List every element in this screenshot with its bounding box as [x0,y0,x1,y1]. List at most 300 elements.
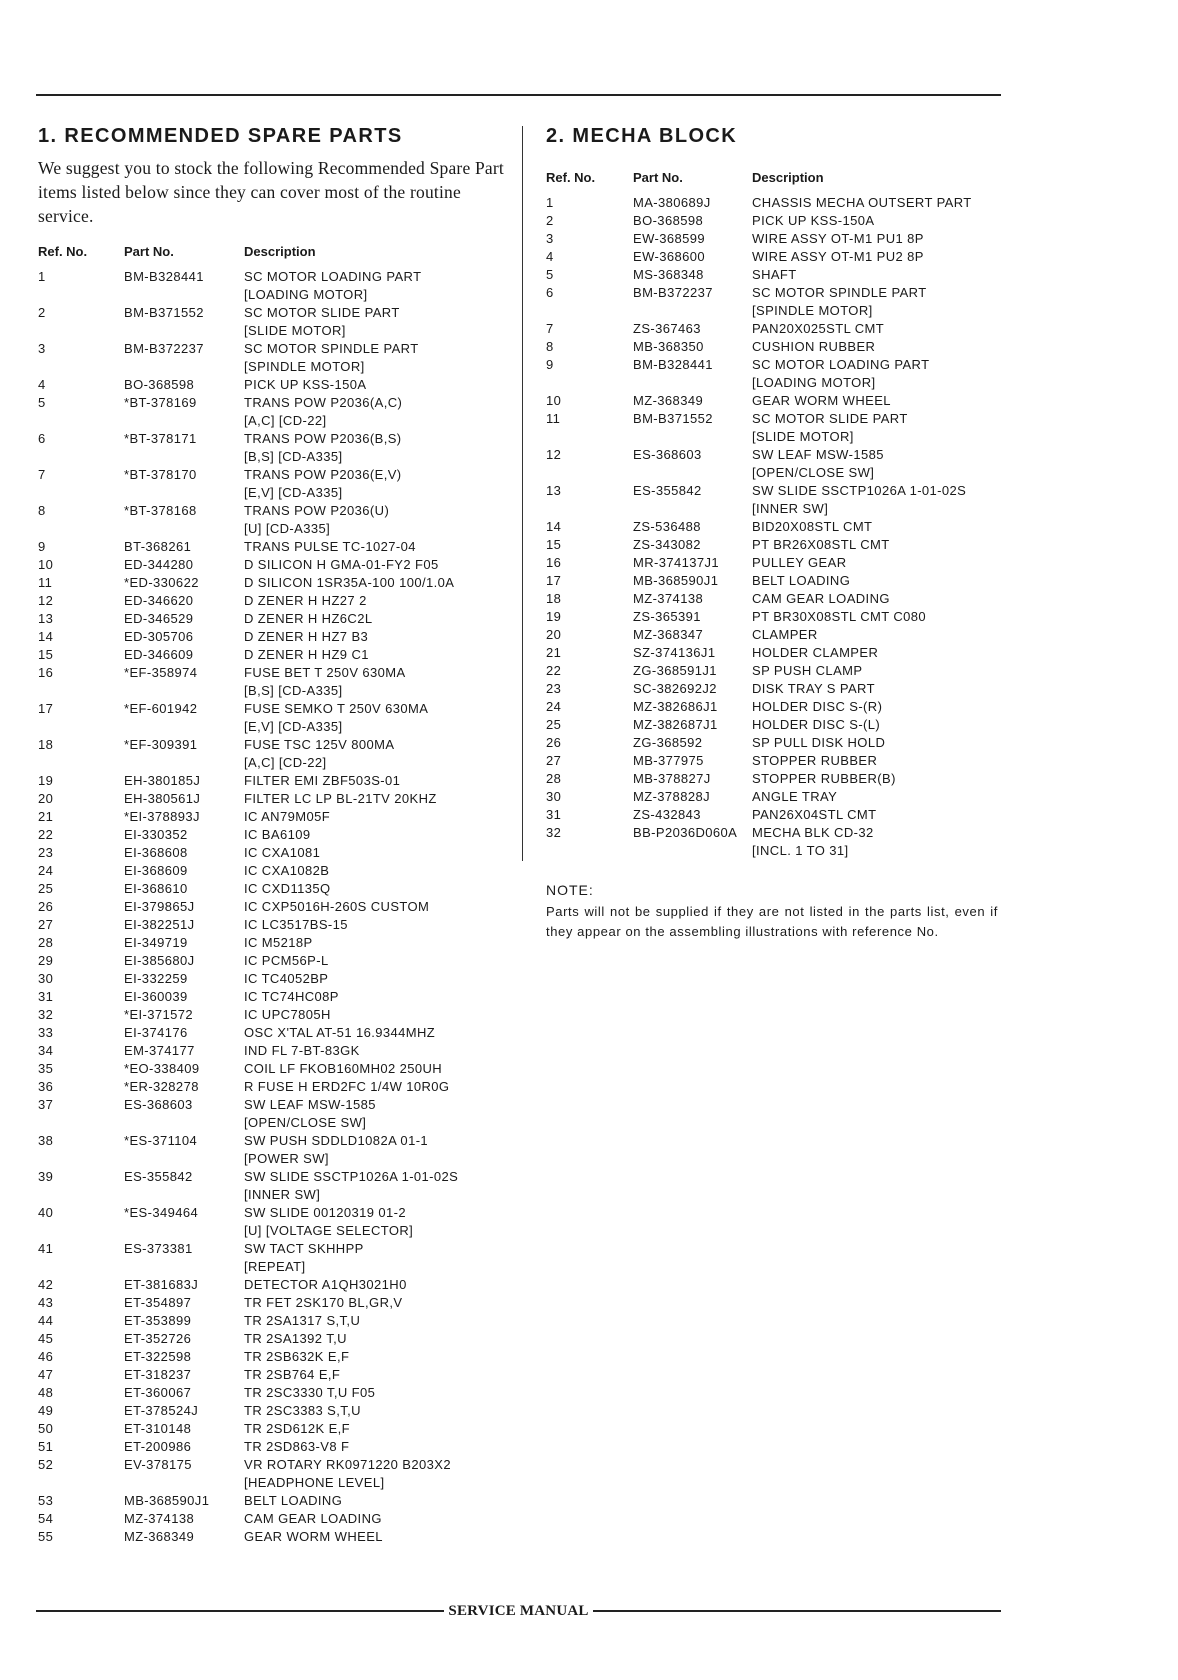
table-row [546,572,1002,590]
table-row [38,1438,508,1456]
description [752,446,1002,482]
ref-no: 12 [38,593,54,608]
table-row [546,554,1002,572]
ref-no: 35 [38,1061,54,1076]
description-line: CUSHION RUBBER [752,339,876,354]
table-row [38,664,508,700]
header-ref: Ref. No. [546,169,596,185]
description-line: PULLEY GEAR [752,555,847,570]
ref-no: 34 [38,1043,54,1058]
ref-no: 1 [546,195,554,210]
description [244,1348,508,1366]
description [244,880,508,898]
table-row [38,1204,508,1240]
description [244,556,508,574]
description-line: [LOADING MOTOR] [244,287,368,302]
ref-no: 28 [38,935,54,950]
description [244,862,508,880]
description [244,340,508,376]
part-no: ZS-432843 [633,807,701,822]
header-desc: Description [752,169,824,185]
part-no: ZS-343082 [633,537,701,552]
description-line: [INCL. 1 TO 31] [752,843,849,858]
table-row [546,194,1002,212]
description [752,752,1002,770]
ref-no: 2 [546,213,554,228]
description [752,356,1002,392]
table-row [546,248,1002,266]
description [244,1294,508,1312]
section-title: 1. RECOMMENDED SPARE PARTS [38,125,403,147]
description-line: CAM GEAR LOADING [752,591,890,606]
description-line: SC MOTOR SLIDE PART [244,305,400,320]
ref-no: 32 [38,1007,54,1022]
description-line: SHAFT [752,267,797,282]
description-line: HOLDER DISC S-(L) [752,717,881,732]
description-line: STOPPER RUBBER [752,753,878,768]
description-line: CLAMPER [752,627,818,642]
description-line: IC PCM56P-L [244,953,329,968]
description-line: FUSE TSC 125V 800MA [244,737,395,752]
part-no: ET-352726 [124,1331,192,1346]
table-row [38,970,508,988]
part-no: EI-374176 [124,1025,188,1040]
description-line: FUSE BET T 250V 630MA [244,665,406,680]
part-no: ES-373381 [124,1241,193,1256]
part-no: EI-382251J [124,917,195,932]
description [244,790,508,808]
description [244,1420,508,1438]
ref-no: 26 [38,899,54,914]
ref-no: 30 [38,971,54,986]
spare-parts-list [38,268,508,1546]
ref-no: 11 [546,411,561,426]
ref-no: 45 [38,1331,54,1346]
table-row [38,1420,508,1438]
description-line: D SILICON 1SR35A-100 100/1.0A [244,575,455,590]
part-no: ED-346529 [124,611,194,626]
table-row [38,1528,508,1546]
description-line: IC CXD1135Q [244,881,331,896]
table-row [38,1042,508,1060]
ref-no: 51 [38,1439,54,1454]
ref-no: 36 [38,1079,54,1094]
ref-no: 53 [38,1493,54,1508]
table-row [546,824,1002,860]
part-no: MZ-368349 [633,393,704,408]
description [752,248,1002,266]
ref-no: 21 [38,809,54,824]
table-row [38,700,508,736]
description-line: [SPINDLE MOTOR] [244,359,365,374]
description [244,394,508,430]
description [244,1438,508,1456]
part-no: MZ-368347 [633,627,704,642]
part-no: BM-B328441 [124,269,204,284]
table-row [546,446,1002,482]
ref-no: 41 [38,1241,54,1256]
description-line: TR 2SC3330 T,U F05 [244,1385,376,1400]
table-row [38,1384,508,1402]
ref-no: 9 [546,357,554,372]
description-line: [OPEN/CLOSE SW] [752,465,875,480]
ref-no: 49 [38,1403,54,1418]
table-row [38,340,508,376]
part-no: MR-374137J1 [633,555,720,570]
description [244,466,508,502]
ref-no: 5 [38,395,46,410]
description [752,212,1002,230]
part-no: MZ-382686J1 [633,699,718,714]
part-no: EI-360039 [124,989,188,1004]
part-no: EH-380185J [124,773,201,788]
description-line: PICK UP KSS-150A [752,213,875,228]
part-no: EI-330352 [124,827,188,842]
description-line: TR 2SB632K E,F [244,1349,350,1364]
ref-no: 52 [38,1457,54,1472]
table-row [546,482,1002,518]
part-no: ET-360067 [124,1385,192,1400]
ref-no: 24 [546,699,562,714]
table-row [38,376,508,394]
table-row [38,1366,508,1384]
description [244,1366,508,1384]
ref-no: 48 [38,1385,54,1400]
ref-no: 31 [546,807,562,822]
part-no: EH-380561J [124,791,201,806]
part-no: EW-368599 [633,231,706,246]
description [244,304,508,340]
part-no: BM-B372237 [124,341,204,356]
description-line: TR 2SA1392 T,U [244,1331,347,1346]
description-line: FILTER EMI ZBF503S-01 [244,773,401,788]
table-row [38,1456,508,1492]
description-line: TRANS POW P2036(B,S) [244,431,402,446]
part-no: *ES-371104 [124,1133,198,1148]
table-row [546,266,1002,284]
part-no: ZS-367463 [633,321,701,336]
description [244,1528,508,1546]
description-line: [SPINDLE MOTOR] [752,303,873,318]
description [244,970,508,988]
description-line: IC CXP5016H-260S CUSTOM [244,899,430,914]
description [752,266,1002,284]
description [752,518,1002,536]
part-no: ET-318237 [124,1367,192,1382]
description-line: TR 2SC3383 S,T,U [244,1403,361,1418]
ref-no: 12 [546,447,562,462]
part-no: MZ-382687J1 [633,717,718,732]
part-no: *EO-338409 [124,1061,200,1076]
ref-no: 22 [38,827,54,842]
table-row [38,808,508,826]
ref-no: 22 [546,663,562,678]
description-line: D SILICON H GMA-01-FY2 F05 [244,557,439,572]
footer-label: SERVICE MANUAL [448,1602,589,1619]
description-line: IC AN79M05F [244,809,331,824]
description [752,338,1002,356]
table-row [38,502,508,538]
description [752,824,1002,860]
description [752,554,1002,572]
description [752,230,1002,248]
description-line: SC MOTOR SPINDLE PART [752,285,927,300]
column-divider [522,126,523,861]
part-no: MZ-374138 [124,1511,195,1526]
part-no: *BT-378169 [124,395,197,410]
description-line: IC BA6109 [244,827,311,842]
description [244,628,508,646]
description-line: TRANS POW P2036(E,V) [244,467,402,482]
table-row [38,574,508,592]
description [752,392,1002,410]
table-row [38,862,508,880]
description-line: TR 2SA1317 S,T,U [244,1313,361,1328]
description [752,410,1002,446]
ref-no: 33 [38,1025,54,1040]
ref-no: 7 [546,321,554,336]
footer-rule-right [593,1610,1001,1612]
part-no: ED-344280 [124,557,194,572]
description [244,1276,508,1294]
description [244,592,508,610]
description-line: CAM GEAR LOADING [244,1511,382,1526]
description [752,194,1002,212]
part-no: ED-346609 [124,647,194,662]
part-no: MB-368350 [633,339,704,354]
part-no: BT-368261 [124,539,192,554]
footer-rule-left [36,1610,444,1612]
part-no: ZG-368591J1 [633,663,717,678]
description [752,590,1002,608]
ref-no: 17 [38,701,54,716]
part-no: ET-353899 [124,1313,192,1328]
description [244,772,508,790]
ref-no: 11 [38,575,53,590]
ref-no: 31 [38,989,54,1004]
description [752,536,1002,554]
ref-no: 13 [38,611,54,626]
table-row [38,826,508,844]
description-line: GEAR WORM WHEEL [752,393,891,408]
description [244,1042,508,1060]
ref-no: 14 [38,629,54,644]
table-row [546,590,1002,608]
part-no: *EF-309391 [124,737,198,752]
description-line: BELT LOADING [244,1493,343,1508]
part-no: MA-380689J [633,195,711,210]
description-line: HOLDER CLAMPER [752,645,879,660]
ref-no: 3 [546,231,554,246]
ref-no: 46 [38,1349,54,1364]
description-line: DISK TRAY S PART [752,681,875,696]
description [244,1492,508,1510]
description [244,1204,508,1240]
description-line: SC MOTOR SLIDE PART [752,411,908,426]
description [244,1384,508,1402]
table-row [546,662,1002,680]
description [752,716,1002,734]
description [752,788,1002,806]
table-row [546,716,1002,734]
ref-no: 14 [546,519,562,534]
ref-no: 44 [38,1313,54,1328]
description [244,646,508,664]
table-row [546,806,1002,824]
part-no: MZ-378828J [633,789,710,804]
ref-no: 43 [38,1295,54,1310]
part-no: *ES-349464 [124,1205,199,1220]
table-row [546,536,1002,554]
description [244,934,508,952]
ref-no: 16 [546,555,562,570]
description-line: PICK UP KSS-150A [244,377,367,392]
ref-no: 17 [546,573,562,588]
description-line: [B,S] [CD-A335] [244,683,343,698]
description [752,626,1002,644]
ref-no: 23 [546,681,562,696]
ref-no: 50 [38,1421,54,1436]
ref-no: 24 [38,863,54,878]
description [752,770,1002,788]
description-line: IC UPC7805H [244,1007,331,1022]
description [244,1024,508,1042]
description-line: SW SLIDE SSCTP1026A 1-01-02S [244,1169,459,1184]
description-line: D ZENER H HZ9 C1 [244,647,369,662]
description-line: TRANS POW P2036(A,C) [244,395,403,410]
table-row [38,628,508,646]
part-no: *EF-358974 [124,665,198,680]
description-line: COIL LF FKOB160MH02 250UH [244,1061,443,1076]
ref-no: 4 [38,377,46,392]
description-line: SP PULL DISK HOLD [752,735,886,750]
table-row [38,1312,508,1330]
description-line: OSC X'TAL AT-51 16.9344MHZ [244,1025,436,1040]
table-row [38,1024,508,1042]
description [244,736,508,772]
ref-no: 18 [546,591,562,606]
header-desc: Description [244,243,316,259]
ref-no: 18 [38,737,54,752]
part-no: ET-381683J [124,1277,199,1292]
part-no: EI-368608 [124,845,188,860]
part-no: *EF-601942 [124,701,198,716]
ref-no: 6 [38,431,46,446]
part-no: ES-368603 [124,1097,193,1112]
description-line: TR 2SD612K E,F [244,1421,351,1436]
ref-no: 8 [38,503,46,518]
description-line: TR FET 2SK170 BL,GR,V [244,1295,403,1310]
ref-no: 27 [546,753,562,768]
description-line: [A,C] [CD-22] [244,413,327,428]
table-row [38,430,508,466]
part-no: EI-368610 [124,881,188,896]
table-row [38,610,508,628]
description-line: BELT LOADING [752,573,851,588]
recommended-spare-parts-section [38,125,508,1546]
description-line: PT BR26X08STL CMT [752,537,890,552]
description-line: D ZENER H HZ27 2 [244,593,367,608]
description-line: SC MOTOR LOADING PART [244,269,422,284]
description-line: [SLIDE MOTOR] [752,429,854,444]
description [244,916,508,934]
table-row [546,608,1002,626]
description-line: [OPEN/CLOSE SW] [244,1115,367,1130]
ref-no: 29 [38,953,54,968]
description-line: [E,V] [CD-A335] [244,719,343,734]
ref-no: 4 [546,249,554,264]
part-no: *ED-330622 [124,575,199,590]
description [244,826,508,844]
table-row [546,788,1002,806]
ref-no: 3 [38,341,46,356]
description [244,538,508,556]
description-line: [INNER SW] [752,501,829,516]
description [244,1132,508,1168]
description [244,1168,508,1204]
description [244,700,508,736]
table-row [38,394,508,430]
ref-no: 15 [546,537,562,552]
description-line: TRANS PULSE TC-1027-04 [244,539,416,554]
description-line: IC CXA1081 [244,845,321,860]
ref-no: 55 [38,1529,54,1544]
part-no: ET-322598 [124,1349,192,1364]
description [244,1060,508,1078]
part-no: BM-B328441 [633,357,713,372]
ref-no: 2 [38,305,46,320]
description [244,844,508,862]
description [244,808,508,826]
description-line: [HEADPHONE LEVEL] [244,1475,385,1490]
description [244,1240,508,1276]
table-row [38,1096,508,1132]
description-line: [U] [CD-A335] [244,521,331,536]
description [752,320,1002,338]
table-row [38,898,508,916]
description-line: WIRE ASSY OT-M1 PU2 8P [752,249,924,264]
table-row [38,268,508,304]
part-no: BO-368598 [124,377,195,392]
ref-no: 40 [38,1205,54,1220]
table-row [546,770,1002,788]
table-row [38,556,508,574]
part-no: EM-374177 [124,1043,195,1058]
table-row [38,1060,508,1078]
part-no: MS-368348 [633,267,704,282]
part-no: *BT-378171 [124,431,197,446]
description [752,284,1002,320]
table-row [38,934,508,952]
table-row [38,736,508,772]
note-text: Parts will not be supplied if they are not listed in the parts list, even if they appear on the assembling illustrations with reference No. [546,904,998,939]
part-no: MB-368590J1 [124,1493,210,1508]
table-row [546,644,1002,662]
description-line: MECHA BLK CD-32 [752,825,874,840]
description-line: SW LEAF MSW-1585 [752,447,884,462]
part-no: ET-354897 [124,1295,192,1310]
table-row [546,698,1002,716]
table-row [546,356,1002,392]
description-line: GEAR WORM WHEEL [244,1529,383,1544]
table-row [38,1492,508,1510]
table-row [38,1078,508,1096]
ref-no: 9 [38,539,46,554]
ref-no: 39 [38,1169,54,1184]
table-row [38,988,508,1006]
table-row [38,1276,508,1294]
part-no: ES-368603 [633,447,702,462]
